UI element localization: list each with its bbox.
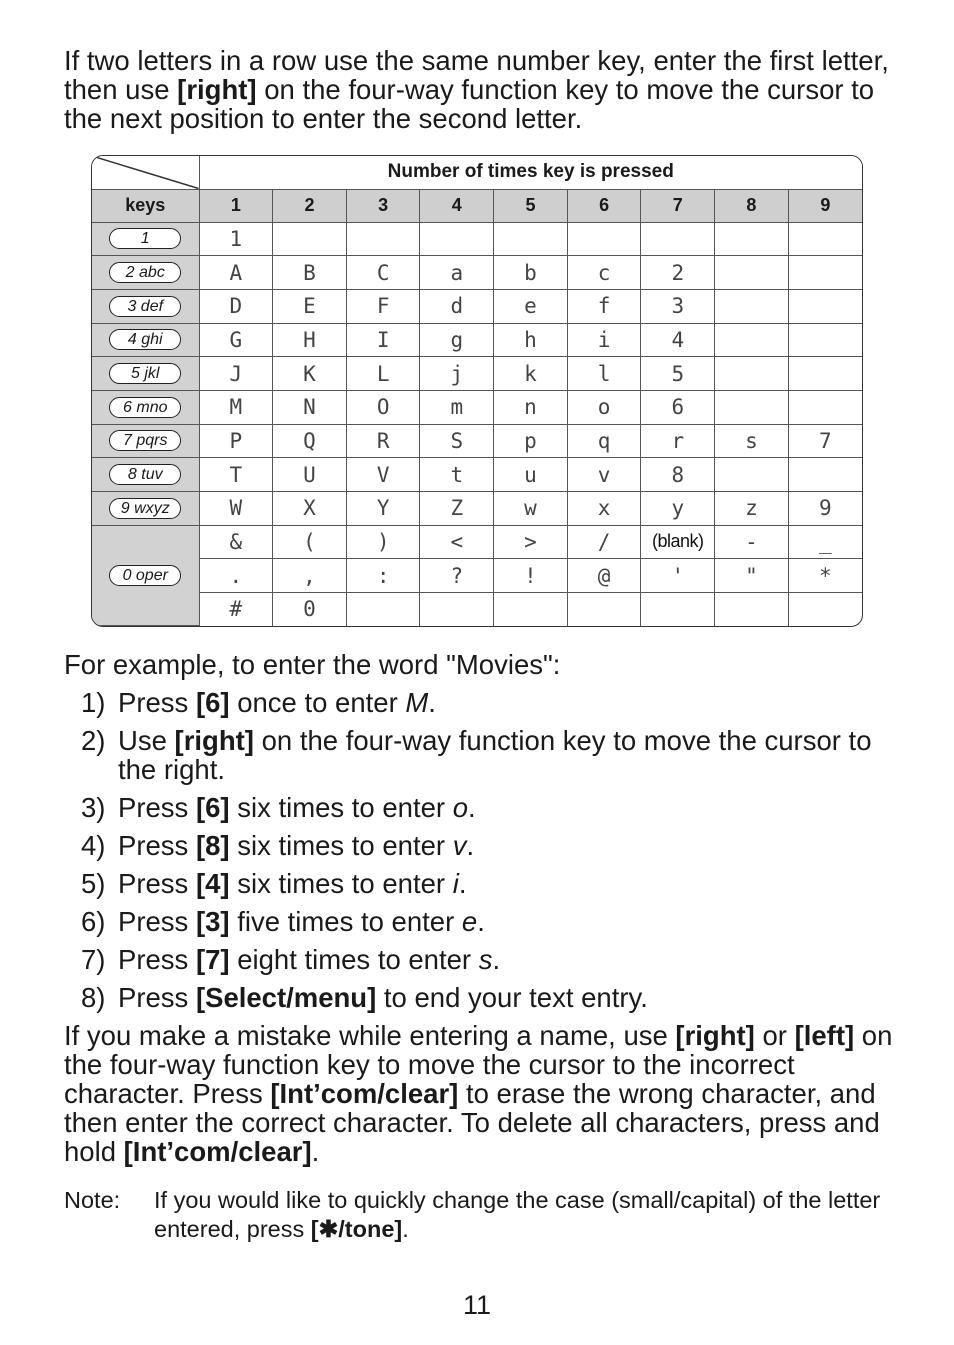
char-cell: V xyxy=(346,458,420,492)
key-cell xyxy=(92,424,199,458)
char-cell: " xyxy=(715,559,789,593)
char-cell: t xyxy=(420,458,494,492)
char-cell: L xyxy=(346,357,420,391)
step-key: [right] xyxy=(174,725,254,756)
table-corner-cell xyxy=(92,156,199,189)
key-cell xyxy=(92,289,199,323)
char-cell xyxy=(788,592,862,625)
table-row xyxy=(92,357,862,391)
char-cell xyxy=(567,592,641,625)
char-cell: T xyxy=(199,458,273,492)
step-item xyxy=(64,983,894,1012)
char-cell: c xyxy=(567,256,641,290)
char-cell xyxy=(420,222,494,256)
example-intro: For example, to enter the word "Movies": xyxy=(64,649,561,680)
char-cell xyxy=(346,222,420,256)
intro-key: [right] xyxy=(177,74,257,105)
step-letter: i xyxy=(452,868,459,899)
column-header-5: 5 xyxy=(494,189,568,222)
char-cell: N xyxy=(273,390,347,424)
char-cell xyxy=(346,592,420,625)
char-cell: b xyxy=(494,256,568,290)
left-key-label: [left] xyxy=(794,1020,855,1051)
char-cell: P xyxy=(199,424,273,458)
char-cell: 0 xyxy=(273,592,347,625)
char-cell: * xyxy=(788,559,862,593)
step-item xyxy=(64,907,894,936)
table-row xyxy=(92,592,862,625)
char-cell: . xyxy=(199,559,273,593)
step-letter: e xyxy=(461,906,478,937)
char-cell: K xyxy=(273,357,347,391)
intro-paragraph xyxy=(64,46,894,133)
column-header-8: 8 xyxy=(715,189,789,222)
char-cell: 4 xyxy=(641,323,715,357)
char-cell: n xyxy=(494,390,568,424)
right-key-label: [right] xyxy=(675,1020,755,1051)
char-cell: 2 xyxy=(641,256,715,290)
char-cell: O xyxy=(346,390,420,424)
column-header-7: 7 xyxy=(641,189,715,222)
char-cell xyxy=(715,323,789,357)
char-cell: R xyxy=(346,424,420,458)
note-end: . xyxy=(402,1216,409,1242)
char-cell: u xyxy=(494,458,568,492)
step-text: six times to enter xyxy=(229,868,453,899)
char-cell xyxy=(788,323,862,357)
char-cell: 8 xyxy=(641,458,715,492)
char-cell: d xyxy=(420,289,494,323)
column-header-9: 9 xyxy=(788,189,862,222)
table-row xyxy=(92,559,862,593)
intro-text-1: If two letters in a row use the same number key, enter the first letter, then use xyxy=(64,45,889,105)
key-6-label: 7 pqrs xyxy=(109,430,181,451)
key-8-label: 9 wxyz xyxy=(109,498,181,519)
page-number: 11 xyxy=(462,1290,492,1320)
step-number: 6) xyxy=(81,906,106,937)
char-cell: v xyxy=(567,458,641,492)
char-cell: g xyxy=(420,323,494,357)
char-cell: E xyxy=(273,289,347,323)
intro-text-2: on the four-way function key to move the cursor to the next position to enter the second letter. xyxy=(64,74,875,134)
step-number: 4) xyxy=(81,830,106,861)
step-item xyxy=(64,688,894,717)
step-key: [Select/menu] xyxy=(195,982,377,1013)
char-cell xyxy=(788,256,862,290)
char-cell: ? xyxy=(420,559,494,593)
char-cell xyxy=(494,222,568,256)
char-cell: h xyxy=(494,323,568,357)
char-cell: Y xyxy=(346,491,420,525)
char-cell: D xyxy=(199,289,273,323)
step-end: . xyxy=(458,868,467,899)
char-cell: p xyxy=(494,424,568,458)
char-cell: e xyxy=(494,289,568,323)
step-item xyxy=(64,831,894,860)
char-cell: ' xyxy=(641,559,715,593)
char-cell: q xyxy=(567,424,641,458)
key-0-label: 1 xyxy=(109,228,181,249)
char-cell: z xyxy=(715,491,789,525)
key-1-label: 2 abc xyxy=(109,262,181,283)
key-5-label: 6 mno xyxy=(109,397,181,418)
char-cell xyxy=(715,458,789,492)
step-key: [6] xyxy=(195,792,230,823)
key-cell xyxy=(92,357,199,391)
step-text: Press xyxy=(118,982,196,1013)
star-tone-key-label: [✱/tone] xyxy=(310,1216,403,1242)
char-cell: Z xyxy=(420,491,494,525)
column-header-3: 3 xyxy=(346,189,420,222)
key-cell xyxy=(92,323,199,357)
char-cell: k xyxy=(494,357,568,391)
char-cell: < xyxy=(420,525,494,559)
table-row xyxy=(92,491,862,525)
char-cell: Q xyxy=(273,424,347,458)
step-text: Use xyxy=(118,725,175,756)
table-row xyxy=(92,222,862,256)
char-cell: w xyxy=(494,491,568,525)
char-cell xyxy=(715,289,789,323)
step-text: Press xyxy=(118,687,196,718)
step-number: 8) xyxy=(81,982,106,1013)
step-text: Press xyxy=(118,830,196,861)
step-key: [6] xyxy=(195,687,230,718)
char-cell: r xyxy=(641,424,715,458)
char-cell: : xyxy=(346,559,420,593)
char-cell: m xyxy=(420,390,494,424)
step-text: to end your text entry. xyxy=(376,982,648,1013)
step-text: Press xyxy=(118,944,196,975)
mistake-text-4: to erase the wrong character, and then enter the correct character. To delete all characters, press and hold xyxy=(64,1078,880,1167)
key-cell-zero xyxy=(92,525,199,625)
step-number: 3) xyxy=(81,792,106,823)
char-cell: 1 xyxy=(199,222,273,256)
step-text: six times to enter xyxy=(229,792,453,823)
steps-list xyxy=(64,688,894,1021)
char-cell: , xyxy=(273,559,347,593)
mistake-text-1: If you make a mistake while entering a name, use xyxy=(64,1020,676,1051)
char-cell: (blank) xyxy=(641,525,715,559)
table-title: Number of times key is pressed xyxy=(199,156,862,189)
step-item xyxy=(64,793,894,822)
char-cell: s xyxy=(715,424,789,458)
char-cell: H xyxy=(273,323,347,357)
char-cell: i xyxy=(567,323,641,357)
key-cell xyxy=(92,458,199,492)
step-text: six times to enter xyxy=(229,830,453,861)
key-cell xyxy=(92,256,199,290)
char-cell xyxy=(273,222,347,256)
char-cell: G xyxy=(199,323,273,357)
keys-header: keys xyxy=(92,189,199,222)
char-cell xyxy=(788,289,862,323)
char-cell: 7 xyxy=(788,424,862,458)
key-cell xyxy=(92,390,199,424)
char-cell: ( xyxy=(273,525,347,559)
column-header-6: 6 xyxy=(567,189,641,222)
char-cell: # xyxy=(199,592,273,625)
table-row xyxy=(92,458,862,492)
table-row xyxy=(92,390,862,424)
step-letter: v xyxy=(452,830,467,861)
char-cell xyxy=(641,592,715,625)
mistake-text-2: or xyxy=(754,1020,795,1051)
char-cell xyxy=(788,390,862,424)
step-text: Press xyxy=(118,868,196,899)
step-end: . xyxy=(466,830,475,861)
table-row xyxy=(92,256,862,290)
char-cell: & xyxy=(199,525,273,559)
column-header-1: 1 xyxy=(199,189,273,222)
char-cell: 9 xyxy=(788,491,862,525)
key-zero-label: 0 oper xyxy=(109,565,181,586)
char-cell: j xyxy=(420,357,494,391)
char-cell: ) xyxy=(346,525,420,559)
char-cell: y xyxy=(641,491,715,525)
step-text: on the four-way function key to move the cursor to the right. xyxy=(118,725,872,785)
char-cell xyxy=(788,222,862,256)
char-cell: f xyxy=(567,289,641,323)
step-text: five times to enter xyxy=(229,906,462,937)
key-2-label: 3 def xyxy=(109,296,181,317)
step-key: [8] xyxy=(195,830,230,861)
step-letter: o xyxy=(452,792,468,823)
step-end: . xyxy=(468,792,476,823)
char-cell xyxy=(715,256,789,290)
char-cell: M xyxy=(199,390,273,424)
char-cell: U xyxy=(273,458,347,492)
char-cell: F xyxy=(346,289,420,323)
char-cell: - xyxy=(715,525,789,559)
char-cell: A xyxy=(199,256,273,290)
table-row xyxy=(92,424,862,458)
step-number: 5) xyxy=(81,868,106,899)
char-cell: 3 xyxy=(641,289,715,323)
step-number: 1) xyxy=(81,687,106,718)
step-end: . xyxy=(428,687,436,718)
char-cell xyxy=(641,222,715,256)
char-cell: l xyxy=(567,357,641,391)
char-cell: > xyxy=(494,525,568,559)
step-item xyxy=(64,726,894,784)
char-cell xyxy=(788,458,862,492)
key-cell xyxy=(92,222,199,256)
char-cell xyxy=(715,592,789,625)
table-row xyxy=(92,289,862,323)
mistake-text-5: . xyxy=(311,1136,320,1167)
char-cell: I xyxy=(346,323,420,357)
key-7-label: 8 tuv xyxy=(109,464,181,485)
step-key: [7] xyxy=(195,944,230,975)
char-cell: W xyxy=(199,491,273,525)
key-3-label: 4 ghi xyxy=(109,329,181,350)
intcom-clear-key-label-2: [Int’com/clear] xyxy=(123,1136,312,1167)
character-table xyxy=(91,155,863,627)
char-cell: @ xyxy=(567,559,641,593)
step-key: [3] xyxy=(195,906,230,937)
step-end: . xyxy=(492,944,501,975)
key-cell xyxy=(92,491,199,525)
char-cell: C xyxy=(346,256,420,290)
note xyxy=(64,1186,894,1244)
char-cell: x xyxy=(567,491,641,525)
intcom-clear-key-label: [Int’com/clear] xyxy=(270,1078,459,1109)
step-text: Press xyxy=(118,906,196,937)
char-cell: S xyxy=(420,424,494,458)
char-cell xyxy=(715,357,789,391)
step-end: . xyxy=(477,906,485,937)
char-cell: X xyxy=(273,491,347,525)
char-cell: o xyxy=(567,390,641,424)
step-item xyxy=(64,869,894,898)
step-number: 7) xyxy=(81,944,106,975)
step-number: 2) xyxy=(81,725,106,756)
char-cell: 5 xyxy=(641,357,715,391)
char-cell xyxy=(567,222,641,256)
char-cell: / xyxy=(567,525,641,559)
column-header-2: 2 xyxy=(273,189,347,222)
note-label: Note: xyxy=(64,1187,121,1213)
step-text: once to enter xyxy=(229,687,406,718)
mistake-paragraph xyxy=(64,1021,894,1166)
step-item xyxy=(64,945,894,974)
step-text: eight times to enter xyxy=(229,944,479,975)
table-row xyxy=(92,525,862,559)
table-row xyxy=(92,323,862,357)
step-text: Press xyxy=(118,792,196,823)
char-cell: ! xyxy=(494,559,568,593)
char-cell xyxy=(420,592,494,625)
note-body: If you would like to quickly change the case (small/capital) of the letter entered, press xyxy=(154,1187,881,1242)
key-4-label: 5 jkl xyxy=(109,363,181,384)
char-cell: 6 xyxy=(641,390,715,424)
char-cell: a xyxy=(420,256,494,290)
mistake-text-3: on the four-way function key to move the cursor to the incorrect character. Press xyxy=(64,1020,893,1109)
step-letter: M xyxy=(405,687,429,718)
step-letter: s xyxy=(478,944,493,975)
note-text xyxy=(154,1186,894,1244)
step-key: [4] xyxy=(195,868,230,899)
char-cell: J xyxy=(199,357,273,391)
char-cell xyxy=(788,357,862,391)
char-cell: _ xyxy=(788,525,862,559)
char-cell xyxy=(715,390,789,424)
char-cell xyxy=(494,592,568,625)
column-header-4: 4 xyxy=(420,189,494,222)
char-cell: B xyxy=(273,256,347,290)
char-cell xyxy=(715,222,789,256)
